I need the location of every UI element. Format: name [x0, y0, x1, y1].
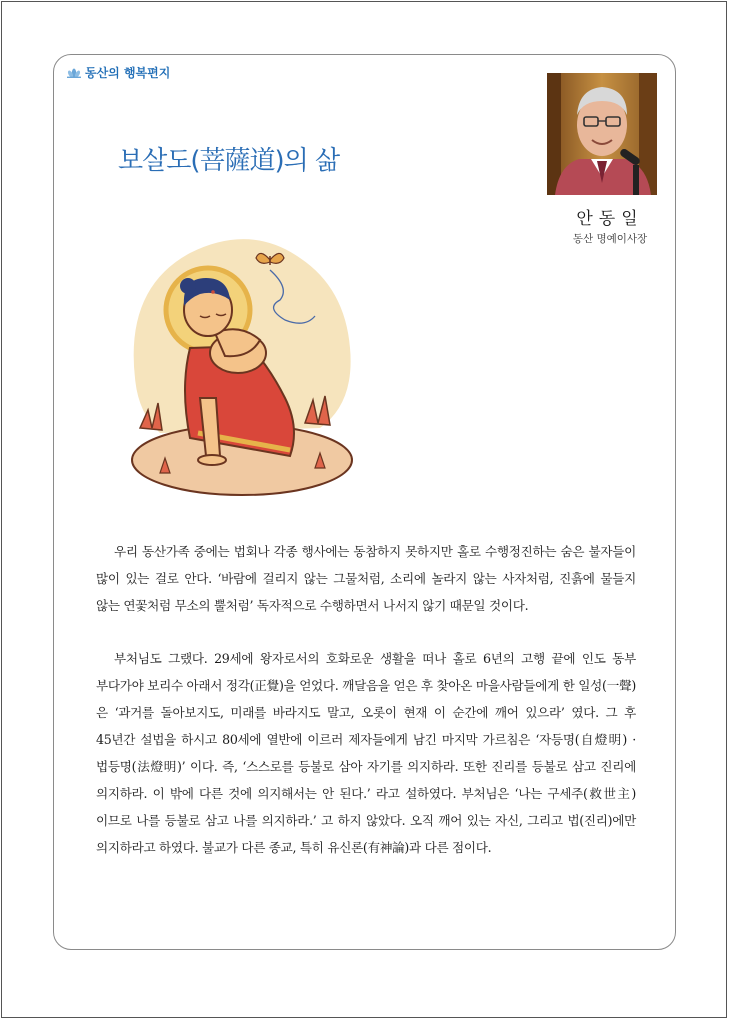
series-header	[66, 64, 170, 81]
lotus-icon	[66, 68, 82, 78]
author-role: 동산 명예이사장	[572, 233, 648, 245]
paragraph: 부처님도 그랬다. 29세에 왕자로서의 호화로운 생활을 떠나 홀로 6년의 고행 끝에 인도 동부 부다가야 보리수 아래서 정각(正覺)을 얻었다. 깨달음을 얻은 후 찾아온 마을사람들에게 한 일성(一聲)은 ‘과거를 돌아보지도, 미래를 바라지도 말고, 오롯이 현재 이 순간에 깨어 있으라’ 였다. 그 후 45년간 설법을 하시고 80세에 열반에 이르러 제자들에게 남긴 마지막 가르침은 ‘자등명(自燈明) · 법등명(法燈明)’ 이다. 즉, ‘스스로를 등불로 삼아 자기를 의지하라. 또한 진리를 등불로 삼고 진리에 의지하라. 이 밖에 다른 것에 의지해서는 안 된다.’ 라고 설하였다. 부처님은 ‘나는 구세주(救世主)이므로 나를 등불로 삼고 나를 의지하라.’ 고 하지 않았다. 오직 깨어 있는 자신, 그리고 법(진리)에만 의지하라고 하였다. 불교가 다른 종교, 특히 유신론(有神論)과 다른 점이다.	[96, 651, 636, 855]
series-title: 동산의 행복편지	[85, 66, 171, 80]
author-photo	[547, 73, 657, 195]
paragraph: 우리 동산가족 중에는 법회나 각종 행사에는 동참하지 못하지만 홀로 수행정진하는 숨은 불자들이 많이 있는 걸로 안다. ‘바람에 걸리지 않는 그물처럼, 소리에 놀라지 않는 사자처럼, 진흙에 물들지 않는 연꽃처럼 무소의 뿔처럼’ 독자적으로 수행하면서 나서지 않기 때문일 것이다.	[96, 544, 636, 613]
author-name: 안동일	[576, 209, 644, 229]
buddha-illustration	[120, 228, 370, 500]
page-title: 보살도(菩薩道)의 삶	[118, 146, 340, 176]
article-body	[96, 538, 636, 887]
